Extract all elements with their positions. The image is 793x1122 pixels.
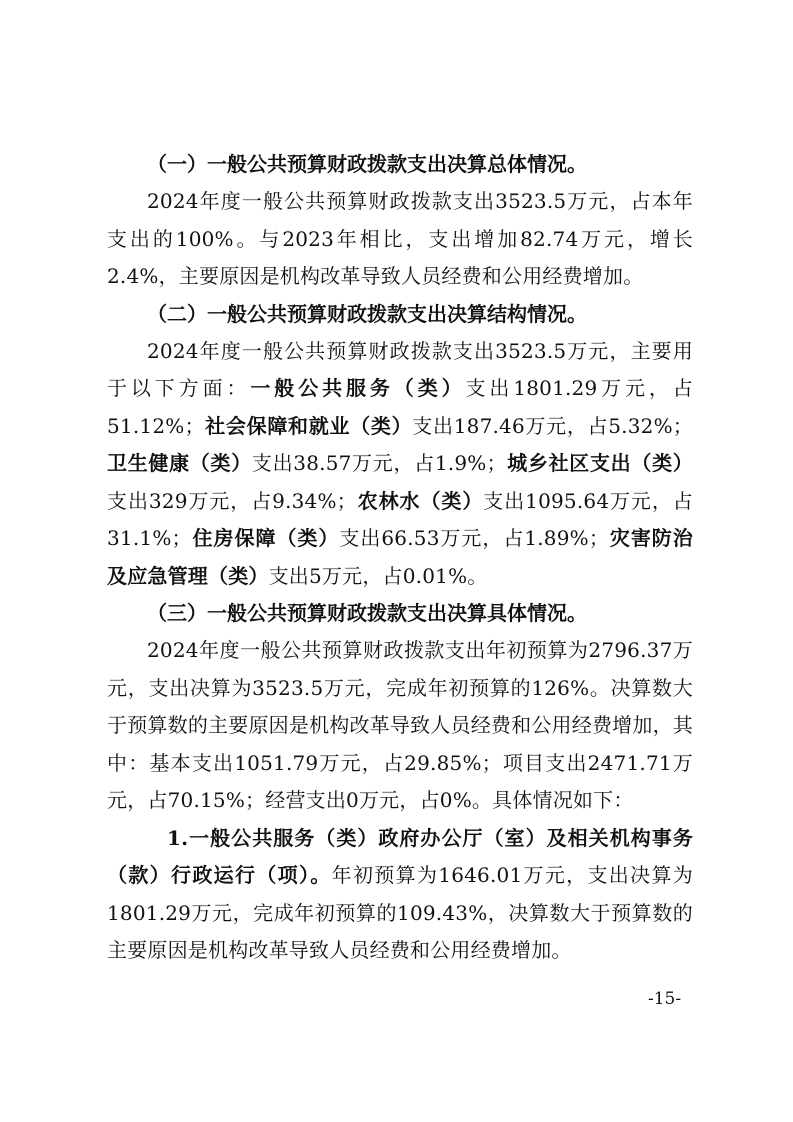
section-2-paragraph [107,333,693,596]
detail-general-public-services: 支出1801.29万元，占51.12%； [107,376,693,438]
category-general-public-services: 一般公共服务（类） [250,376,466,400]
section-3-heading: （三）一般公共预算财政拨款支出决算具体情况。 [147,601,587,625]
section-2-heading: （二）一般公共预算财政拨款支出决算结构情况。 [147,301,587,326]
page-number: -15- [648,989,682,1009]
category-housing-security: 住房保障（类） [191,526,340,550]
category-disaster-prevention: 灾害防治及应急管理（类） [107,526,693,588]
category-health: 卫生健康（类） [107,451,252,475]
detail-housing-security: 支出66.53万元，占1.89%； [339,526,610,550]
section-1-paragraph: 2024年度一般公共预算财政拨款支出3523.5万元，占本年支出的100%。与2023年相比，支出增加82.74万元，增长2.4%，主要原因是机构改革导致人员经费和公用经费增加。 [107,189,693,288]
detail-health: 支出38.57万元，占1.9%； [251,451,507,475]
detail-disaster-prevention: 支出5万元，占0.01%。 [268,563,488,588]
category-social-security-employment: 社会保障和就业（类） [204,413,413,438]
category-urban-rural-community: 城乡社区支出（类） [506,451,693,475]
category-agriculture-forestry-water: 农林水（类） [356,488,484,513]
section-3-item-1 [107,820,693,970]
document-body [107,146,693,970]
detail-agriculture-forestry-water: 支出1095.64万元，占31.1%； [107,488,694,550]
section-1-heading: （一）一般公共预算财政拨款支出决算总体情况。 [147,152,587,176]
section-3-item-1-body: 年初预算为1646.01万元，支出决算为1801.29万元，完成年初预算的109.43%，决算数大于预算数的主要原因是机构改革导致人员经费和公用经费增加。 [107,863,693,962]
section-3-item-1-title: 1.一般公共服务（类）政府办公厅（室）及相关机构事务（款）行政运行（项）。 [107,825,693,887]
section-2-intro: 2024年度一般公共预算财政拨款支出3523.5万元，主要用于以下方面： [107,338,693,400]
detail-social-security-employment: 支出187.46万元，占5.32%； [412,413,693,438]
section-3-paragraph: 2024年度一般公共预算财政拨款支出年初预算为2796.37万元，支出决算为3523.5万元，完成年初预算的126%。决算数大于预算数的主要原因是机构改革导致人员经费和公用经费增加，其中：基本支出1051.79万元，占29.85%；项目支出2471.71万元，占70.15%；经营支出0万元，占0%。具体情况如下： [107,638,693,812]
detail-urban-rural-community: 支出329万元，占9.34%； [107,488,357,513]
